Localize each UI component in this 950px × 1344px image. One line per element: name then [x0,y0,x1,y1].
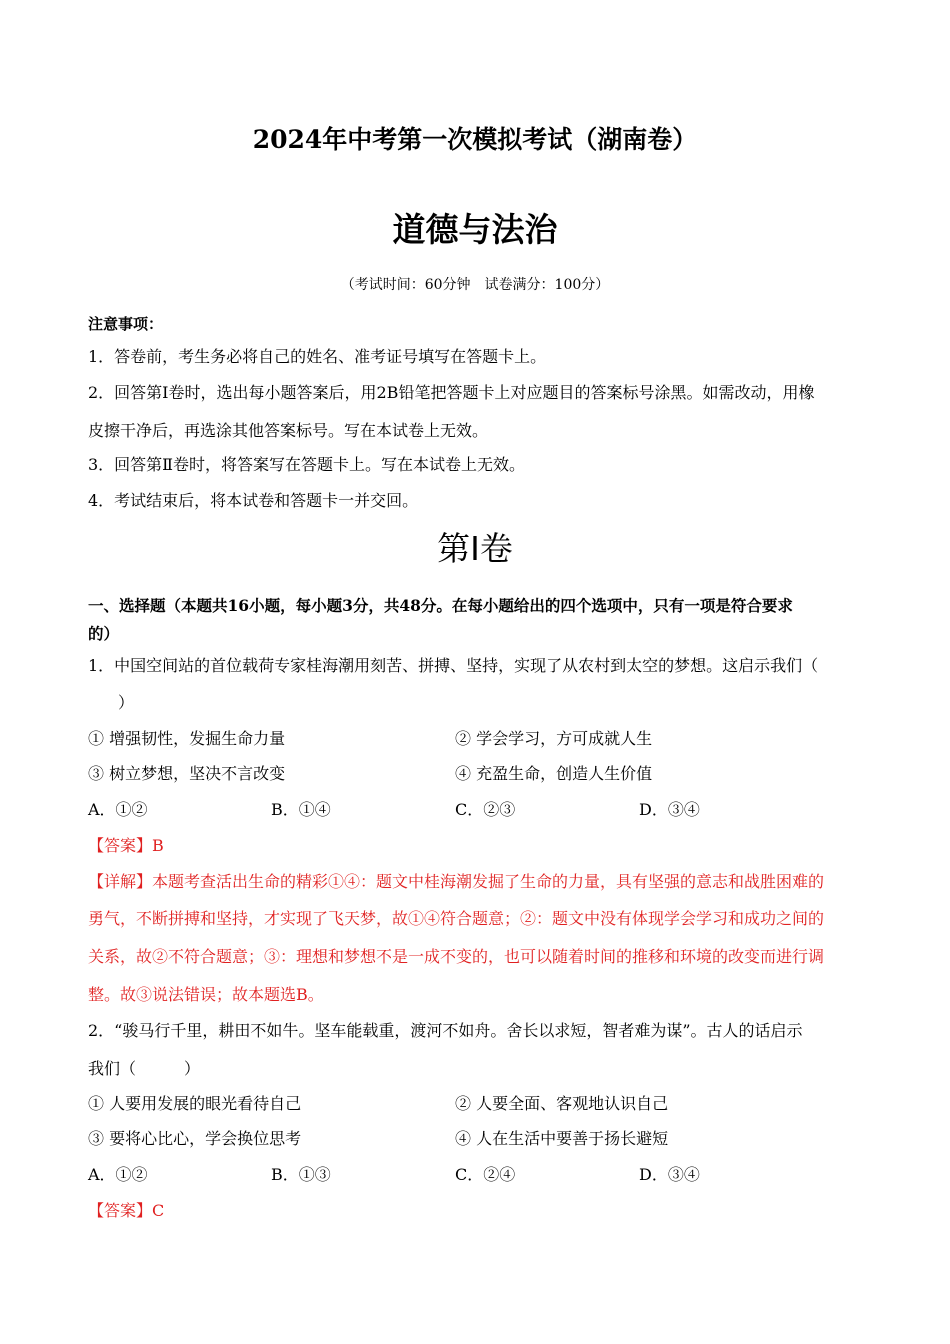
section-instruction: 的） [88,624,120,643]
note-item: 1．答卷前，考生务必将自己的姓名、准考证号填写在答题卡上。 [88,347,547,366]
answer-option: A．①② [88,1165,148,1184]
answer-key: 【答案】C [88,1201,165,1220]
answer-option: D．③④ [639,800,700,819]
notes-heading: 注意事项： [88,315,164,333]
note-item: 2．回答第Ⅰ卷时，选出每小题答案后，用2B铅笔把答题卡上对应题目的答案标号涂黑。如需改动，用橡 [88,383,815,402]
question-statement: ② 学会学习，方可成就人生 [455,729,653,748]
note-item: 4．考试结束后，将本试卷和答题卡一并交回。 [88,491,419,510]
question-statement: ② 人要全面、客观地认识自己 [455,1094,669,1113]
question-stem: 2．“骏马行千里，耕田不如牛。坚车能载重，渡河不如舟。舍长以求短，智者难为谋”。古人的话启示 [88,1021,803,1040]
exam-title: 2024年中考第一次模拟考试（湖南卷） [252,125,698,154]
subject-title: 道德与法治 [392,210,558,249]
answer-option: C．②④ [455,1165,516,1184]
section-title: 第Ⅰ卷 [437,532,513,568]
analysis-text: 关系，故②不符合题意；③：理想和梦想不是一成不变的，也可以随着时间的推移和环境的改变而进行调 [88,947,825,966]
analysis-text: 勇气，不断拼搏和坚持，才实现了飞天梦，故①④符合题意；②：题文中没有体现学会学习和成功之间的 [88,909,825,928]
exam-info: （考试时间：60分钟 试卷满分：100分） [340,277,610,293]
answer-key: 【答案】B [88,836,164,855]
question-statement: ③ 要将心比心，学会换位思考 [88,1129,302,1148]
note-item: 皮擦干净后，再选涂其他答案标号。写在本试卷上无效。 [88,421,489,440]
answer-option: D．③④ [639,1165,700,1184]
note-item: 3．回答第Ⅱ卷时，将答案写在答题卡上。写在本试卷上无效。 [88,455,526,474]
question-statement: ③ 树立梦想，坚决不言改变 [88,764,286,783]
question-statement: ④ 人在生活中要善于扬长避短 [455,1129,669,1148]
answer-option: B．①③ [271,1165,331,1184]
analysis-text: 【详解】本题考查活出生命的精彩①④：题文中桂海潮发掘了生命的力量，具有坚强的意志和战胜困难的 [88,872,825,891]
question-statement: ④ 充盈生命，创造人生价值 [455,764,653,783]
answer-option: C．②③ [455,800,516,819]
analysis-text: 整。故③说法错误；故本题选B。 [88,985,324,1004]
answer-option: B．①④ [271,800,331,819]
question-statement: ① 增强韧性，发掘生命力量 [88,729,286,748]
question-stem: 1．中国空间站的首位载荷专家桂海潮用刻苦、拼搏、坚持，实现了从农村到太空的梦想。这启示我们（ [88,656,819,675]
section-instruction: 一、选择题（本题共16小题，每小题3分，共48分。在每小题给出的四个选项中，只有一项是符合要求 [88,596,793,615]
answer-option: A．①② [88,800,148,819]
question-stem: ） [118,693,135,712]
question-stem: 我们（ ） [88,1059,201,1078]
question-statement: ① 人要用发展的眼光看待自己 [88,1094,302,1113]
